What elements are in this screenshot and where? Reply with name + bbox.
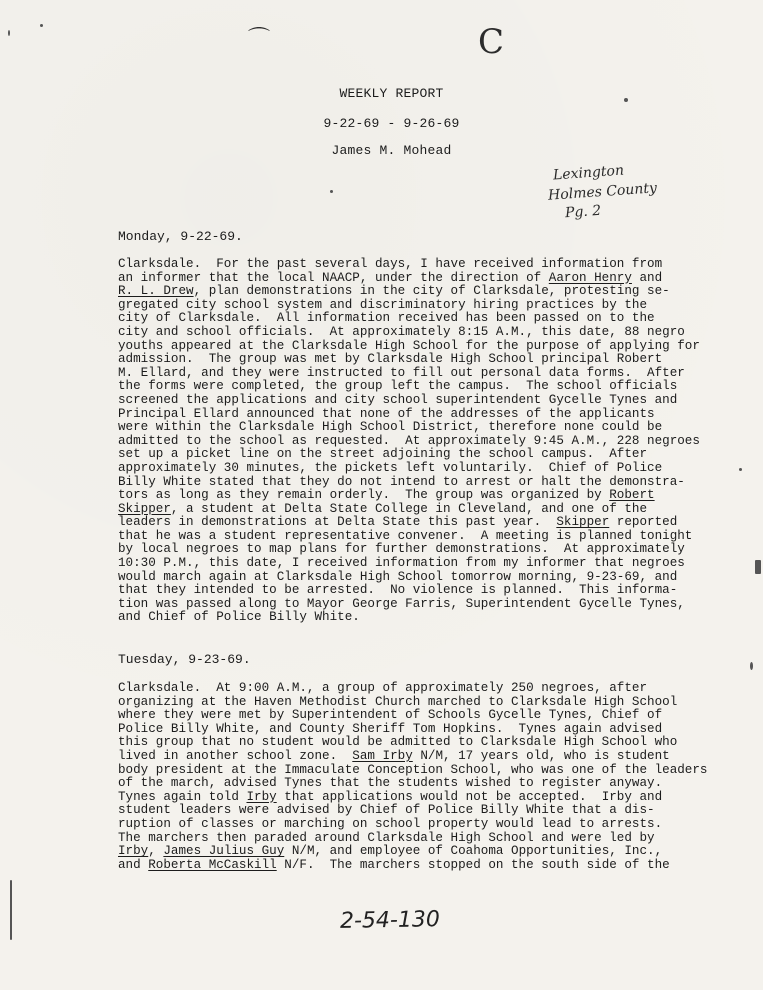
text-line (118, 735, 678, 750)
text-run: tion was passed along to Mayor George Farris, Superintendent Gycelle Tynes, (118, 596, 685, 611)
underlined-name: Aaron Henry (548, 270, 632, 285)
text-line (118, 857, 670, 873)
text-line (118, 408, 653, 422)
text-run: that he was a student representative convener. A meeting is planned tonight (118, 528, 693, 543)
text-line (118, 708, 663, 723)
text-run: city and school officials. At approximately 8:15 A.M., this date, 88 negro (118, 324, 685, 339)
text-line (118, 312, 653, 326)
text-run: set up a picket line on the street adjoining the school campus. After (118, 447, 648, 462)
text-run: approximately 30 minutes, the pickets left voluntarily. Chief of Police (118, 460, 663, 475)
scan-speck (739, 468, 742, 471)
scan-speck (8, 30, 10, 36)
day-heading-monday: Monday, 9-22-69. (118, 229, 243, 244)
report-paragraph-monday (118, 257, 700, 625)
text-run: and Chief of Police Billy White. (118, 610, 360, 625)
text-line (118, 460, 663, 476)
text-run: of the march, advised Tynes that the students wished to register anyway. (118, 776, 663, 791)
text-run: where they were met by Superintendent of Schools Gycelle Tynes, Chief of (118, 708, 663, 723)
text-run: by local negroes to map plans for further demonstrations. At approximately (118, 542, 685, 557)
text-line (118, 748, 670, 764)
text-line (118, 257, 663, 272)
text-run: N/M, 17 years old, who is student (412, 748, 670, 763)
scan-speck (755, 560, 761, 574)
text-run: Clarksdale. For the past several days, I have received information from (118, 257, 663, 271)
scan-speck (750, 662, 753, 670)
text-line (118, 324, 685, 340)
text-line (118, 542, 685, 557)
report-date-range: 9-22-69 - 9-26-69 (323, 116, 460, 131)
text-run: would march again at Clarksdale High School tomorrow morning, 9-23-69, and (118, 569, 678, 584)
text-run: N/M, and employee of Coahoma Opportunities, Inc., (284, 844, 663, 859)
text-line (118, 762, 708, 778)
underlined-name: R. L. Drew (118, 284, 194, 299)
text-line (118, 338, 700, 354)
report-title: WEEKLY REPORT (339, 86, 444, 101)
text-line (118, 379, 678, 394)
text-line (118, 474, 685, 490)
text-run: Billy White stated that they do not intend to arrest or halt the demonstra- (118, 474, 685, 489)
text-line (118, 284, 670, 299)
text-run: organizing at the Haven Methodist Church marched to Clarksdale High School (118, 694, 678, 709)
text-run: student leaders were advised by Chief of Police Billy White that a dis- (118, 803, 655, 818)
handwritten-note-line: Lexington (552, 162, 625, 184)
text-run: body president at the Immaculate Conception School, who was one of the leaders (118, 762, 708, 777)
underlined-name: Sam Irby (352, 748, 413, 763)
text-line (118, 433, 700, 449)
text-line (118, 789, 663, 805)
handwritten-note-line: Pg. 2 (564, 202, 602, 222)
text-run: that applications would not be accepted. Irby and (276, 789, 663, 804)
text-run: N/F. The marchers stopped on the south side of the (276, 857, 670, 872)
text-run: gregated city school system and discriminatory hiring practices by the (118, 297, 648, 312)
text-run: youths appeared at the Clarksdale High School for the purpose of applying for (118, 338, 700, 353)
text-run: Police Billy White, and County Sheriff Tom Hopkins. Tynes again advised (118, 721, 663, 736)
text-run: that they intended to be arrested. No violence is planned. This informa- (118, 583, 678, 598)
text-line (118, 448, 653, 462)
underlined-name: Skipper (556, 515, 610, 530)
text-run: M. Ellard, and they were instructed to fill out personal data forms. After (118, 365, 685, 380)
text-run: ruption of classes or marching on school property would lead to arrests. (118, 816, 663, 831)
text-run: this group that no student would be admitted to Clarksdale High School who (118, 735, 678, 750)
text-line (118, 832, 653, 846)
underlined-name: Skipper (118, 501, 171, 516)
underlined-name: James Julius Guy (163, 844, 285, 859)
text-line (118, 299, 653, 313)
text-line (118, 556, 685, 571)
text-line (118, 352, 663, 367)
text-line (118, 776, 663, 791)
scan-speck (330, 190, 333, 193)
underlined-name: Irby (246, 789, 277, 804)
text-line (118, 392, 678, 408)
text-line (118, 816, 663, 832)
text-run: Clarksdale. At 9:00 A.M., a group of approximately 250 negroes, after (118, 681, 648, 695)
text-run: tors as long as they remain orderly. The group was organized by (118, 488, 610, 503)
text-line (118, 682, 653, 696)
text-run: admission. The group was met by Clarksdale High School principal Robert (118, 352, 663, 367)
text-line (118, 844, 663, 859)
binder-clip-decoration: C (478, 22, 505, 62)
text-run: Tynes again told (118, 789, 247, 804)
text-line (118, 596, 685, 612)
text-run: reported (609, 515, 678, 530)
text-line (118, 365, 685, 381)
text-run: 10:30 P.M., this date, I received information from my informer that negroes (118, 556, 685, 571)
text-line (118, 489, 653, 503)
text-line (118, 515, 678, 530)
text-run: , (148, 844, 164, 859)
text-run: admitted to the school as requested. At approximately 9:45 A.M., 228 negroes (118, 433, 700, 448)
underlined-name: Roberta McCaskill (148, 857, 277, 872)
underlined-name: Robert (609, 488, 655, 503)
text-run: leaders in demonstrations at Delta State this past year. (118, 515, 557, 530)
text-line (118, 503, 653, 517)
handwritten-note-line: Holmes County (547, 180, 658, 204)
report-author: James M. Mohead (331, 143, 452, 158)
text-run: and (631, 270, 663, 285)
text-run: , plan demonstrations in the city of Clarksdale, protesting se- (193, 284, 670, 299)
underlined-name: Irby (118, 844, 149, 859)
report-paragraph-tuesday (118, 681, 708, 872)
text-run: and (118, 857, 149, 872)
text-line (118, 804, 653, 818)
text-run: lived in another school zone. (118, 748, 353, 763)
text-run: The marchers then paraded around Clarksdale High School and were led by (118, 830, 655, 845)
punch-mark-decoration: ⌒ (248, 27, 271, 52)
text-run: screened the applications and city school superintendent Gycelle Tynes and (118, 392, 678, 407)
text-run: an informer that the local NAACP, under the direction of (118, 270, 549, 285)
text-line (118, 694, 678, 710)
day-heading-tuesday: Tuesday, 9-23-69. (118, 652, 251, 667)
text-line (118, 611, 653, 625)
scan-speck (10, 880, 12, 940)
text-run: the forms were completed, the group left the campus. The school officials (118, 379, 678, 394)
text-run: Principal Ellard announced that none of the addresses of the applicants (118, 406, 655, 421)
text-run: were within the Clarksdale High School District, therefore none could be (118, 420, 663, 435)
text-line (118, 721, 663, 737)
text-line (118, 420, 663, 435)
text-line (118, 270, 663, 286)
scan-speck (40, 24, 43, 27)
text-line (118, 528, 693, 544)
text-line (118, 569, 678, 585)
text-run: city of Clarksdale. All information received has been passed on to the (118, 311, 655, 326)
text-line (118, 583, 678, 598)
page-reference-number: 2-54-130 (339, 907, 441, 934)
text-run: , a student at Delta State College in Cleveland, and one of the (170, 501, 648, 516)
